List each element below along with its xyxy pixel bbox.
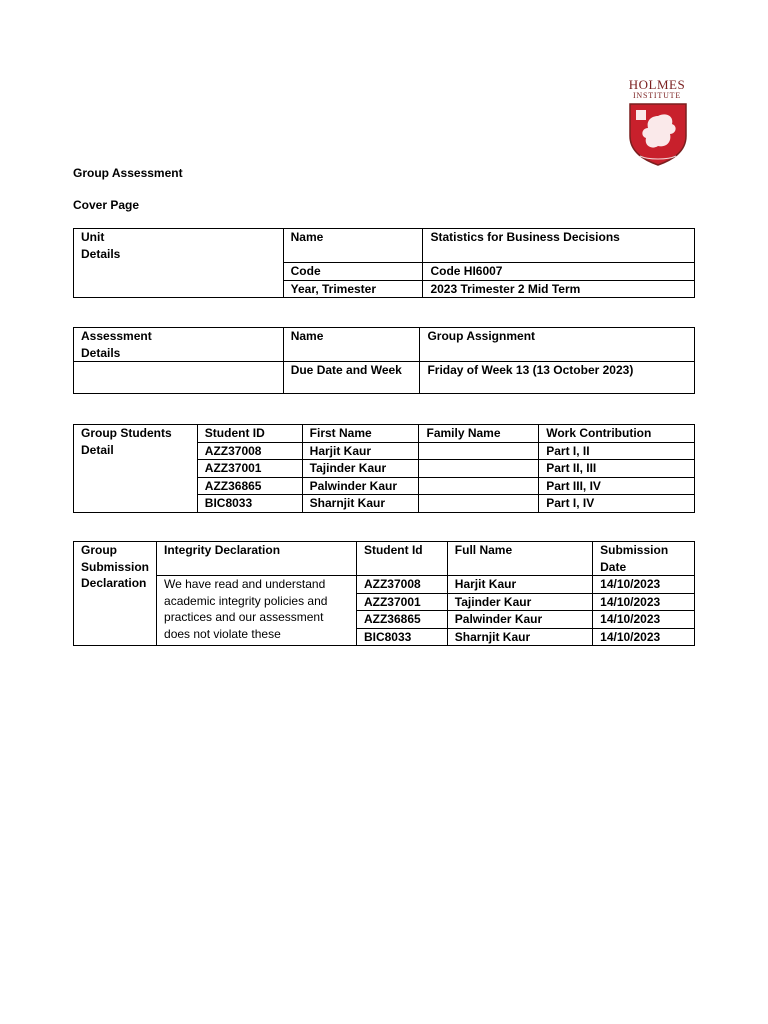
full-name: Palwinder Kaur [447, 611, 592, 629]
full-name: Tajinder Kaur [447, 593, 592, 611]
full-name: Harjit Kaur [447, 576, 592, 594]
submission-date: 14/10/2023 [593, 628, 695, 646]
column-header: Submission Date [593, 542, 695, 576]
field-value: Group Assignment [420, 328, 695, 362]
column-header: First Name [302, 425, 419, 443]
unit-details-label: Unit Details [74, 229, 284, 298]
student-id: BIC8033 [356, 628, 447, 646]
field-label: Code [283, 263, 423, 281]
family-name [419, 442, 539, 460]
submission-date: 14/10/2023 [593, 576, 695, 594]
family-name [419, 495, 539, 513]
column-header: Family Name [419, 425, 539, 443]
student-id: AZZ37001 [197, 460, 302, 478]
submission-label: Group Submission Declaration [74, 542, 157, 646]
column-header: Student ID [197, 425, 302, 443]
student-id: BIC8033 [197, 495, 302, 513]
student-id: AZZ36865 [356, 611, 447, 629]
group-students-label: Group Students Detail [74, 425, 198, 513]
unit-details-table [73, 228, 695, 298]
empty-cell [74, 362, 284, 394]
assessment-details-table [73, 327, 695, 394]
logo-word-institute: INSTITUTE [632, 91, 682, 100]
student-id: AZZ37008 [197, 442, 302, 460]
page-subtitle: Cover Page [73, 198, 140, 212]
holmes-institute-logo [626, 78, 692, 168]
field-value: Code HI6007 [423, 263, 695, 281]
first-name: Harjit Kaur [302, 442, 419, 460]
work-contribution: Part III, IV [539, 477, 695, 495]
logo-word-holmes: HOLMES [628, 77, 686, 92]
column-header: Work Contribution [539, 425, 695, 443]
student-id: AZZ37001 [356, 593, 447, 611]
page-title: Group Assessment [73, 166, 183, 180]
field-label: Year, Trimester [283, 280, 423, 298]
submission-declaration-table [73, 541, 695, 646]
student-id: AZZ36865 [197, 477, 302, 495]
group-students-table [73, 424, 695, 513]
field-value: 2023 Trimester 2 Mid Term [423, 280, 695, 298]
work-contribution: Part II, III [539, 460, 695, 478]
work-contribution: Part I, II [539, 442, 695, 460]
family-name [419, 477, 539, 495]
field-label: Due Date and Week [283, 362, 420, 394]
table-row [74, 576, 695, 594]
column-header: Integrity Declaration [157, 542, 357, 576]
submission-date: 14/10/2023 [593, 611, 695, 629]
first-name: Palwinder Kaur [302, 477, 419, 495]
column-header: Student Id [356, 542, 447, 576]
field-label: Name [283, 328, 420, 362]
assessment-details-label: Assessment Details [74, 328, 284, 362]
submission-date: 14/10/2023 [593, 593, 695, 611]
column-header: Full Name [447, 542, 592, 576]
full-name: Sharnjit Kaur [447, 628, 592, 646]
field-value: Statistics for Business Decisions [423, 229, 695, 263]
work-contribution: Part I, IV [539, 495, 695, 513]
first-name: Sharnjit Kaur [302, 495, 419, 513]
shield-icon [628, 102, 688, 166]
field-value: Friday of Week 13 (13 October 2023) [420, 362, 695, 394]
integrity-declaration-text: We have read and understand academic integrity policies and practices and our assessment does not violate these [157, 576, 357, 646]
field-label: Name [283, 229, 423, 263]
first-name: Tajinder Kaur [302, 460, 419, 478]
family-name [419, 460, 539, 478]
student-id: AZZ37008 [356, 576, 447, 594]
